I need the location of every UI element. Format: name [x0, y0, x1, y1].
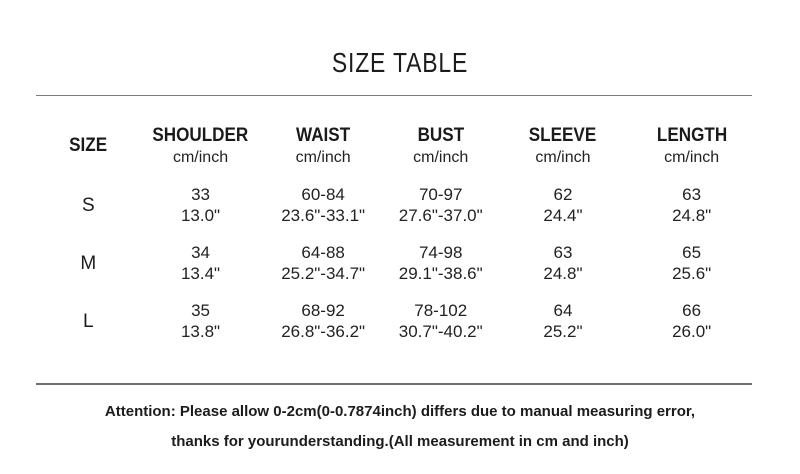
cm-value: 68-92	[301, 301, 345, 320]
inch-value: 24.8"	[543, 264, 583, 283]
table-row-l	[36, 300, 753, 342]
inch-value: 23.6"-33.1"	[281, 206, 366, 225]
cell-m-shoulder	[141, 242, 261, 284]
header-cell-size	[36, 118, 141, 168]
inch-value: 30.7"-40.2"	[398, 322, 483, 341]
inch-value: 24.4"	[543, 206, 583, 225]
row-size-label: L	[83, 310, 94, 332]
cm-value: 74-98	[418, 243, 463, 262]
column-header-size: SIZE	[69, 135, 108, 156]
cm-value: 65	[682, 243, 702, 262]
cm-value: 63	[553, 243, 573, 262]
inch-value: 25.2"-34.7"	[281, 264, 366, 283]
row-size-cell	[36, 242, 141, 284]
cm-value: 64-88	[301, 243, 345, 262]
size-table	[36, 118, 753, 342]
cm-value: 62	[553, 185, 573, 204]
cell-l-shoulder	[141, 300, 261, 342]
header-cell-bust	[386, 118, 496, 168]
attention-note	[0, 397, 800, 457]
row-size-label: S	[81, 194, 95, 216]
cell-m-bust	[386, 242, 496, 284]
cm-value: 64	[553, 301, 573, 320]
column-unit-length: cm/inch	[664, 149, 720, 166]
inch-value: 29.1"-38.6"	[398, 264, 483, 283]
row-size-cell	[36, 300, 141, 342]
inch-value: 13.4"	[180, 264, 221, 283]
cell-s-length	[630, 184, 753, 226]
inch-value: 25.2"	[543, 322, 583, 341]
column-header-length: LENGTH	[656, 125, 727, 146]
column-unit-shoulder: cm/inch	[172, 149, 229, 166]
table-row-m	[36, 242, 753, 284]
row-size-label: M	[80, 252, 97, 274]
cell-m-waist	[260, 242, 385, 284]
cell-s-waist	[260, 184, 385, 226]
cm-value: 70-97	[418, 185, 463, 204]
inch-value: 26.8"-36.2"	[281, 322, 366, 341]
column-unit-sleeve: cm/inch	[535, 149, 591, 166]
cm-value: 63	[682, 185, 702, 204]
cell-l-length	[630, 300, 753, 342]
table-row-s	[36, 184, 753, 226]
cell-s-sleeve	[496, 184, 631, 226]
cell-l-waist	[260, 300, 385, 342]
cell-m-length	[630, 242, 753, 284]
inch-value: 13.8"	[180, 322, 221, 341]
cell-l-sleeve	[496, 300, 631, 342]
column-header-sleeve: SLEEVE	[529, 125, 597, 146]
column-header-shoulder: SHOULDER	[152, 125, 249, 146]
column-unit-bust: cm/inch	[413, 149, 469, 166]
attention-note-line-2: thanks for yourunderstanding.(All measurement in cm and inch)	[171, 433, 629, 450]
top-divider	[36, 95, 752, 96]
header-cell-waist	[260, 118, 385, 168]
cell-s-bust	[386, 184, 496, 226]
column-header-bust: BUST	[417, 125, 464, 146]
column-header-waist: WAIST	[296, 125, 351, 146]
attention-note-line-1: Attention: Please allow 0-2cm(0-0.7874inch) differs due to manual measuring error,	[104, 403, 696, 420]
inch-value: 25.6"	[672, 264, 712, 283]
cm-value: 78-102	[414, 301, 468, 320]
header-cell-shoulder	[141, 118, 261, 168]
inch-value: 27.6"-37.0"	[398, 206, 483, 225]
row-size-cell	[36, 184, 141, 226]
cm-value: 35	[191, 301, 210, 320]
cm-value: 66	[682, 301, 702, 320]
bottom-divider	[36, 383, 752, 385]
inch-value: 24.8"	[672, 206, 712, 225]
page-title: SIZE TABLE	[331, 47, 469, 78]
cm-value: 33	[191, 185, 210, 204]
cell-l-bust	[386, 300, 496, 342]
header-cell-sleeve	[496, 118, 631, 168]
cm-value: 34	[191, 243, 210, 262]
table-header-row	[36, 118, 753, 168]
inch-value: 26.0"	[672, 322, 712, 341]
cell-m-sleeve	[496, 242, 631, 284]
header-cell-length	[630, 118, 753, 168]
cm-value: 60-84	[301, 185, 345, 204]
column-unit-waist: cm/inch	[295, 149, 351, 166]
cell-s-shoulder	[141, 184, 261, 226]
inch-value: 13.0"	[180, 206, 221, 225]
